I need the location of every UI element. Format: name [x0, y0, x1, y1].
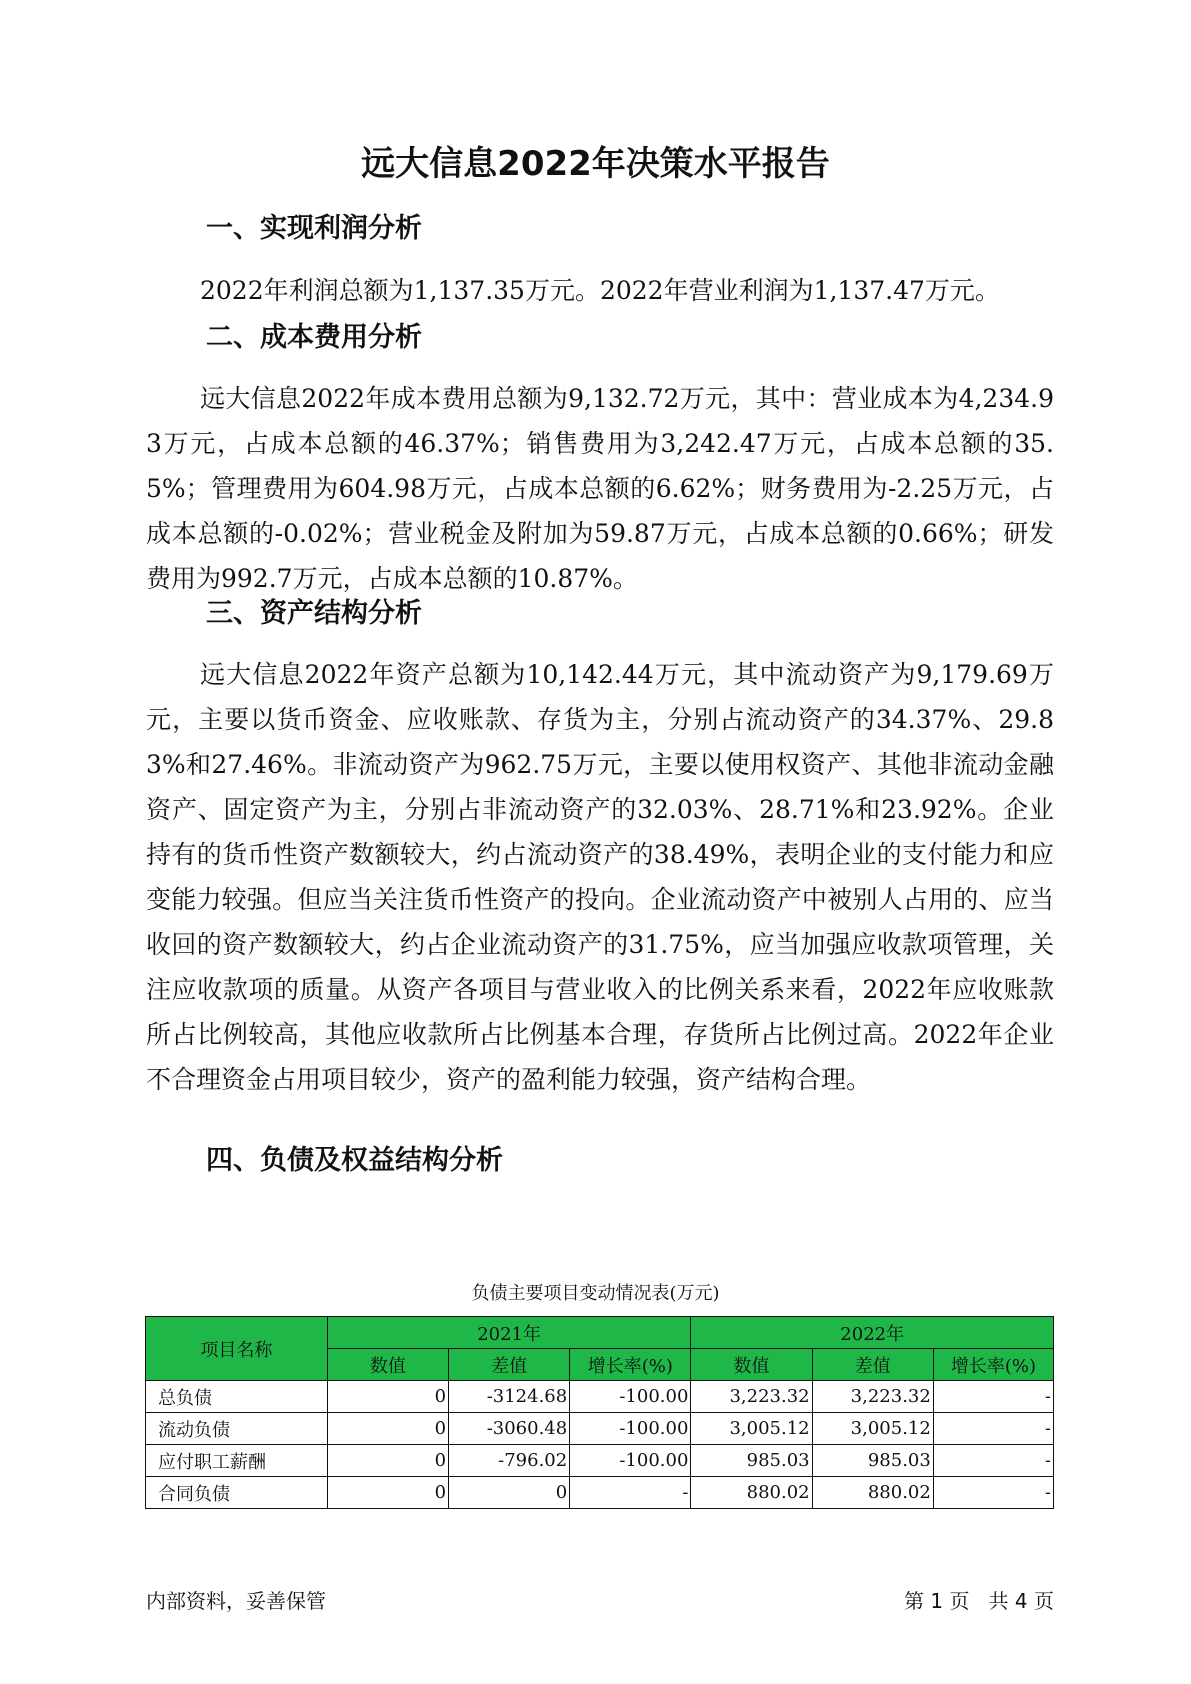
header-item-name: 项目名称: [146, 1317, 328, 1381]
table-cell: 0: [327, 1477, 448, 1509]
row-name: 总负债: [146, 1381, 328, 1413]
table-cell: 880.02: [812, 1477, 933, 1509]
section-heading-cost: 二、成本费用分析: [206, 322, 422, 353]
table-cell: -100.00: [570, 1413, 691, 1445]
row-name: 流动负债: [146, 1413, 328, 1445]
footer-confidential-note: 内部资料，妥善保管: [146, 1589, 326, 1613]
section-text-assets: 远大信息2022年资产总额为10,142.44万元，其中流动资产为9,179.69万元，主要以货币资金、应收账款、存货为主，分别占流动资产的34.37%、29.83%和27.46%。非流动资产为962.75万元，主要以使用权资产、其他非流动金融资产、固定资产为主，分别占非流动资产的32.03%、28.71%和23.92%。企业持有的货币性资产数额较大，约占流动资产的38.49%，表明企业的支付能力和应变能力较强。但应当关注货币性资产的投向。企业流动资产中被别人占用的、应当收回的资产数额较大，约占企业流动资产的31.75%，应当加强应收款项管理，关注应收款项的质量。从资产各项目与营业收入的比例关系来看，2022年应收账款所占比例较高，其他应收款所占比例基本合理，存货所占比例过高。2022年企业不合理资金占用项目较少，资产的盈利能力较强，资产结构合理。: [146, 660, 1054, 1094]
section-text-profit: 2022年利润总额为1,137.35万元。2022年营业利润为1,137.47万元。: [200, 276, 1000, 305]
table-row: [146, 1381, 1054, 1413]
table-cell: 0: [327, 1413, 448, 1445]
table-cell: -3060.48: [449, 1413, 570, 1445]
table-cell: 985.03: [812, 1445, 933, 1477]
table-cell: -3124.68: [449, 1381, 570, 1413]
table-cell: 3,223.32: [812, 1381, 933, 1413]
table-cell: 0: [327, 1381, 448, 1413]
table-cell: 3,005.12: [691, 1413, 812, 1445]
table-row: [146, 1477, 1054, 1509]
table-row: [146, 1413, 1054, 1445]
section-heading-assets: 三、资产结构分析: [206, 598, 422, 629]
liabilities-table: [145, 1316, 1054, 1509]
table-cell: -: [933, 1381, 1053, 1413]
table-cell: -100.00: [570, 1381, 691, 1413]
section-heading-profit: 一、实现利润分析: [206, 213, 422, 244]
table-cell: -: [933, 1445, 1053, 1477]
table-cell: -100.00: [570, 1445, 691, 1477]
table-cell: 3,223.32: [691, 1381, 812, 1413]
header-year-2022: 2022年: [691, 1317, 1054, 1349]
table-cell: -: [570, 1477, 691, 1509]
subheader-difference: 差值: [449, 1349, 570, 1381]
subheader-value: 数值: [691, 1349, 812, 1381]
row-name: 应付职工薪酬: [146, 1445, 328, 1477]
section-heading-liabilities: 四、负债及权益结构分析: [206, 1145, 503, 1176]
table-cell: 0: [327, 1445, 448, 1477]
table-cell: -: [933, 1477, 1053, 1509]
table-cell: -796.02: [449, 1445, 570, 1477]
subheader-growth-rate: 增长率(%): [570, 1349, 691, 1381]
table-cell: 880.02: [691, 1477, 812, 1509]
subheader-difference: 差值: [812, 1349, 933, 1381]
subheader-growth-rate: 增长率(%): [933, 1349, 1053, 1381]
table-caption: 负债主要项目变动情况表(万元): [471, 1283, 720, 1304]
subheader-value: 数值: [327, 1349, 448, 1381]
table-cell: -: [933, 1413, 1053, 1445]
table-row: [146, 1445, 1054, 1477]
section-text-cost: 远大信息2022年成本费用总额为9,132.72万元，其中：营业成本为4,234.93万元，占成本总额的46.37%；销售费用为3,242.47万元，占成本总额的35.5%；管理费用为604.98万元，占成本总额的6.62%；财务费用为-2.25万元，占成本总额的-0.02%；营业税金及附加为59.87万元，占成本总额的0.66%；研发费用为992.7万元，占成本总额的10.87%。: [146, 384, 1054, 593]
document-title: 远大信息2022年决策水平报告: [361, 144, 830, 184]
table-cell: 985.03: [691, 1445, 812, 1477]
footer-page-number: 第 1 页 共 4 页: [904, 1589, 1054, 1613]
table-cell: 0: [449, 1477, 570, 1509]
table-cell: 3,005.12: [812, 1413, 933, 1445]
header-year-2021: 2021年: [327, 1317, 691, 1349]
row-name: 合同负债: [146, 1477, 328, 1509]
